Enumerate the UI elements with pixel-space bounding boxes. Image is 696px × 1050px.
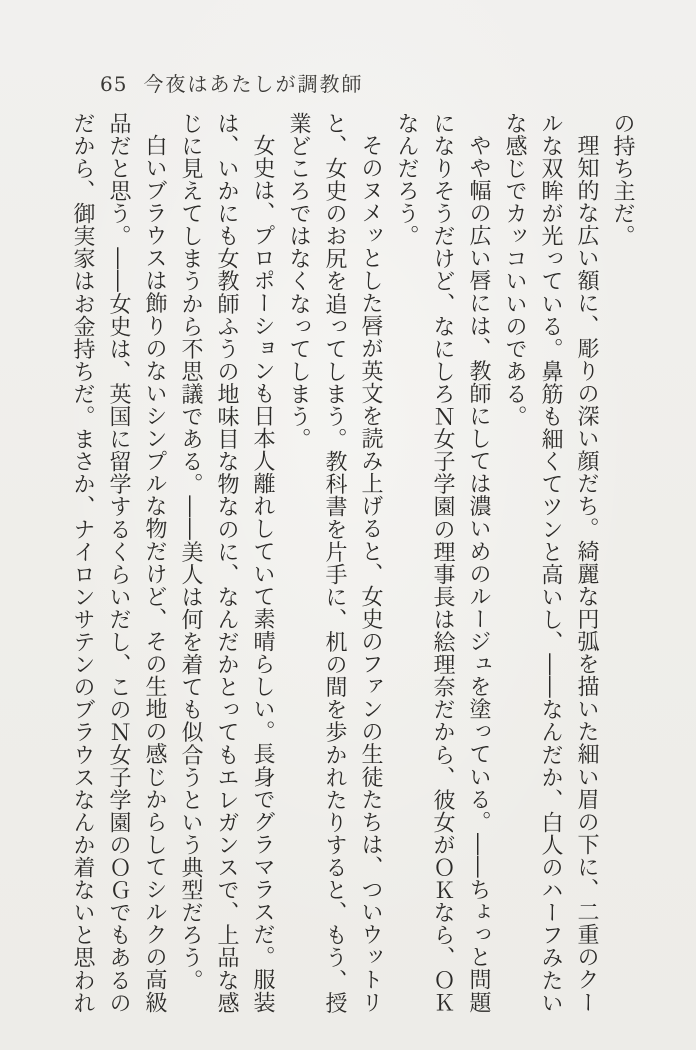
paragraph-continuation: の持ち主だ。 bbox=[610, 112, 635, 248]
page-number: 65 bbox=[100, 72, 128, 96]
paragraph: 理知的な広い額に、彫りの深い顔だち。綺麗な円弧を描いた細い眉の下に、二重のクールな双眸が光っている。鼻筋も細くてツンと高いし、――なんだか、白人のハーフみたいな感じでカッコいいのである。 bbox=[502, 112, 599, 1014]
paragraph: そのヌメッとした唇が英文を読み上げると、女史のファンの生徒たちは、ついウットリと、女史のお尻を追ってしまう。教科書を片手に、机の間を歩かれたりすると、もう、授業どころではなくなってしまう。 bbox=[286, 112, 383, 1014]
paragraph: 白いブラウスは飾りのないシンプルな物だけど、その生地の感じからしてシルクの高級品だと思う。――女史は、英国に留学するくらいだし、このＮ女子学園のＯＧでもあるのだから、御実家はお金持ちだ。まさか、ナイロンサテンのブラウスなんか着ないと思われ bbox=[70, 112, 167, 1014]
paragraph: 女史は、プロポーションも日本人離れしていて素晴らしい。長身でグラマラスだ。服装は、いかにも女教師ふうの地味目な物なのに、なんだかとってもエレガンスで、上品な感じに見えてしまうから不思議である。――美人は何を着ても似合うという典型だろう。 bbox=[178, 112, 275, 1014]
body-text bbox=[64, 112, 640, 1014]
paragraph: やや幅の広い唇には、教師にしては濃いめのルージュを塗っている。――ちょっと問題になりそうだけど、なにしろＮ女子学園の理事長は絵理奈だから、彼女がＯＫなら、ＯＫなんだろう。 bbox=[394, 112, 491, 1014]
running-head bbox=[100, 68, 363, 97]
chapter-title: 今夜はあたしが調教師 bbox=[143, 72, 364, 96]
